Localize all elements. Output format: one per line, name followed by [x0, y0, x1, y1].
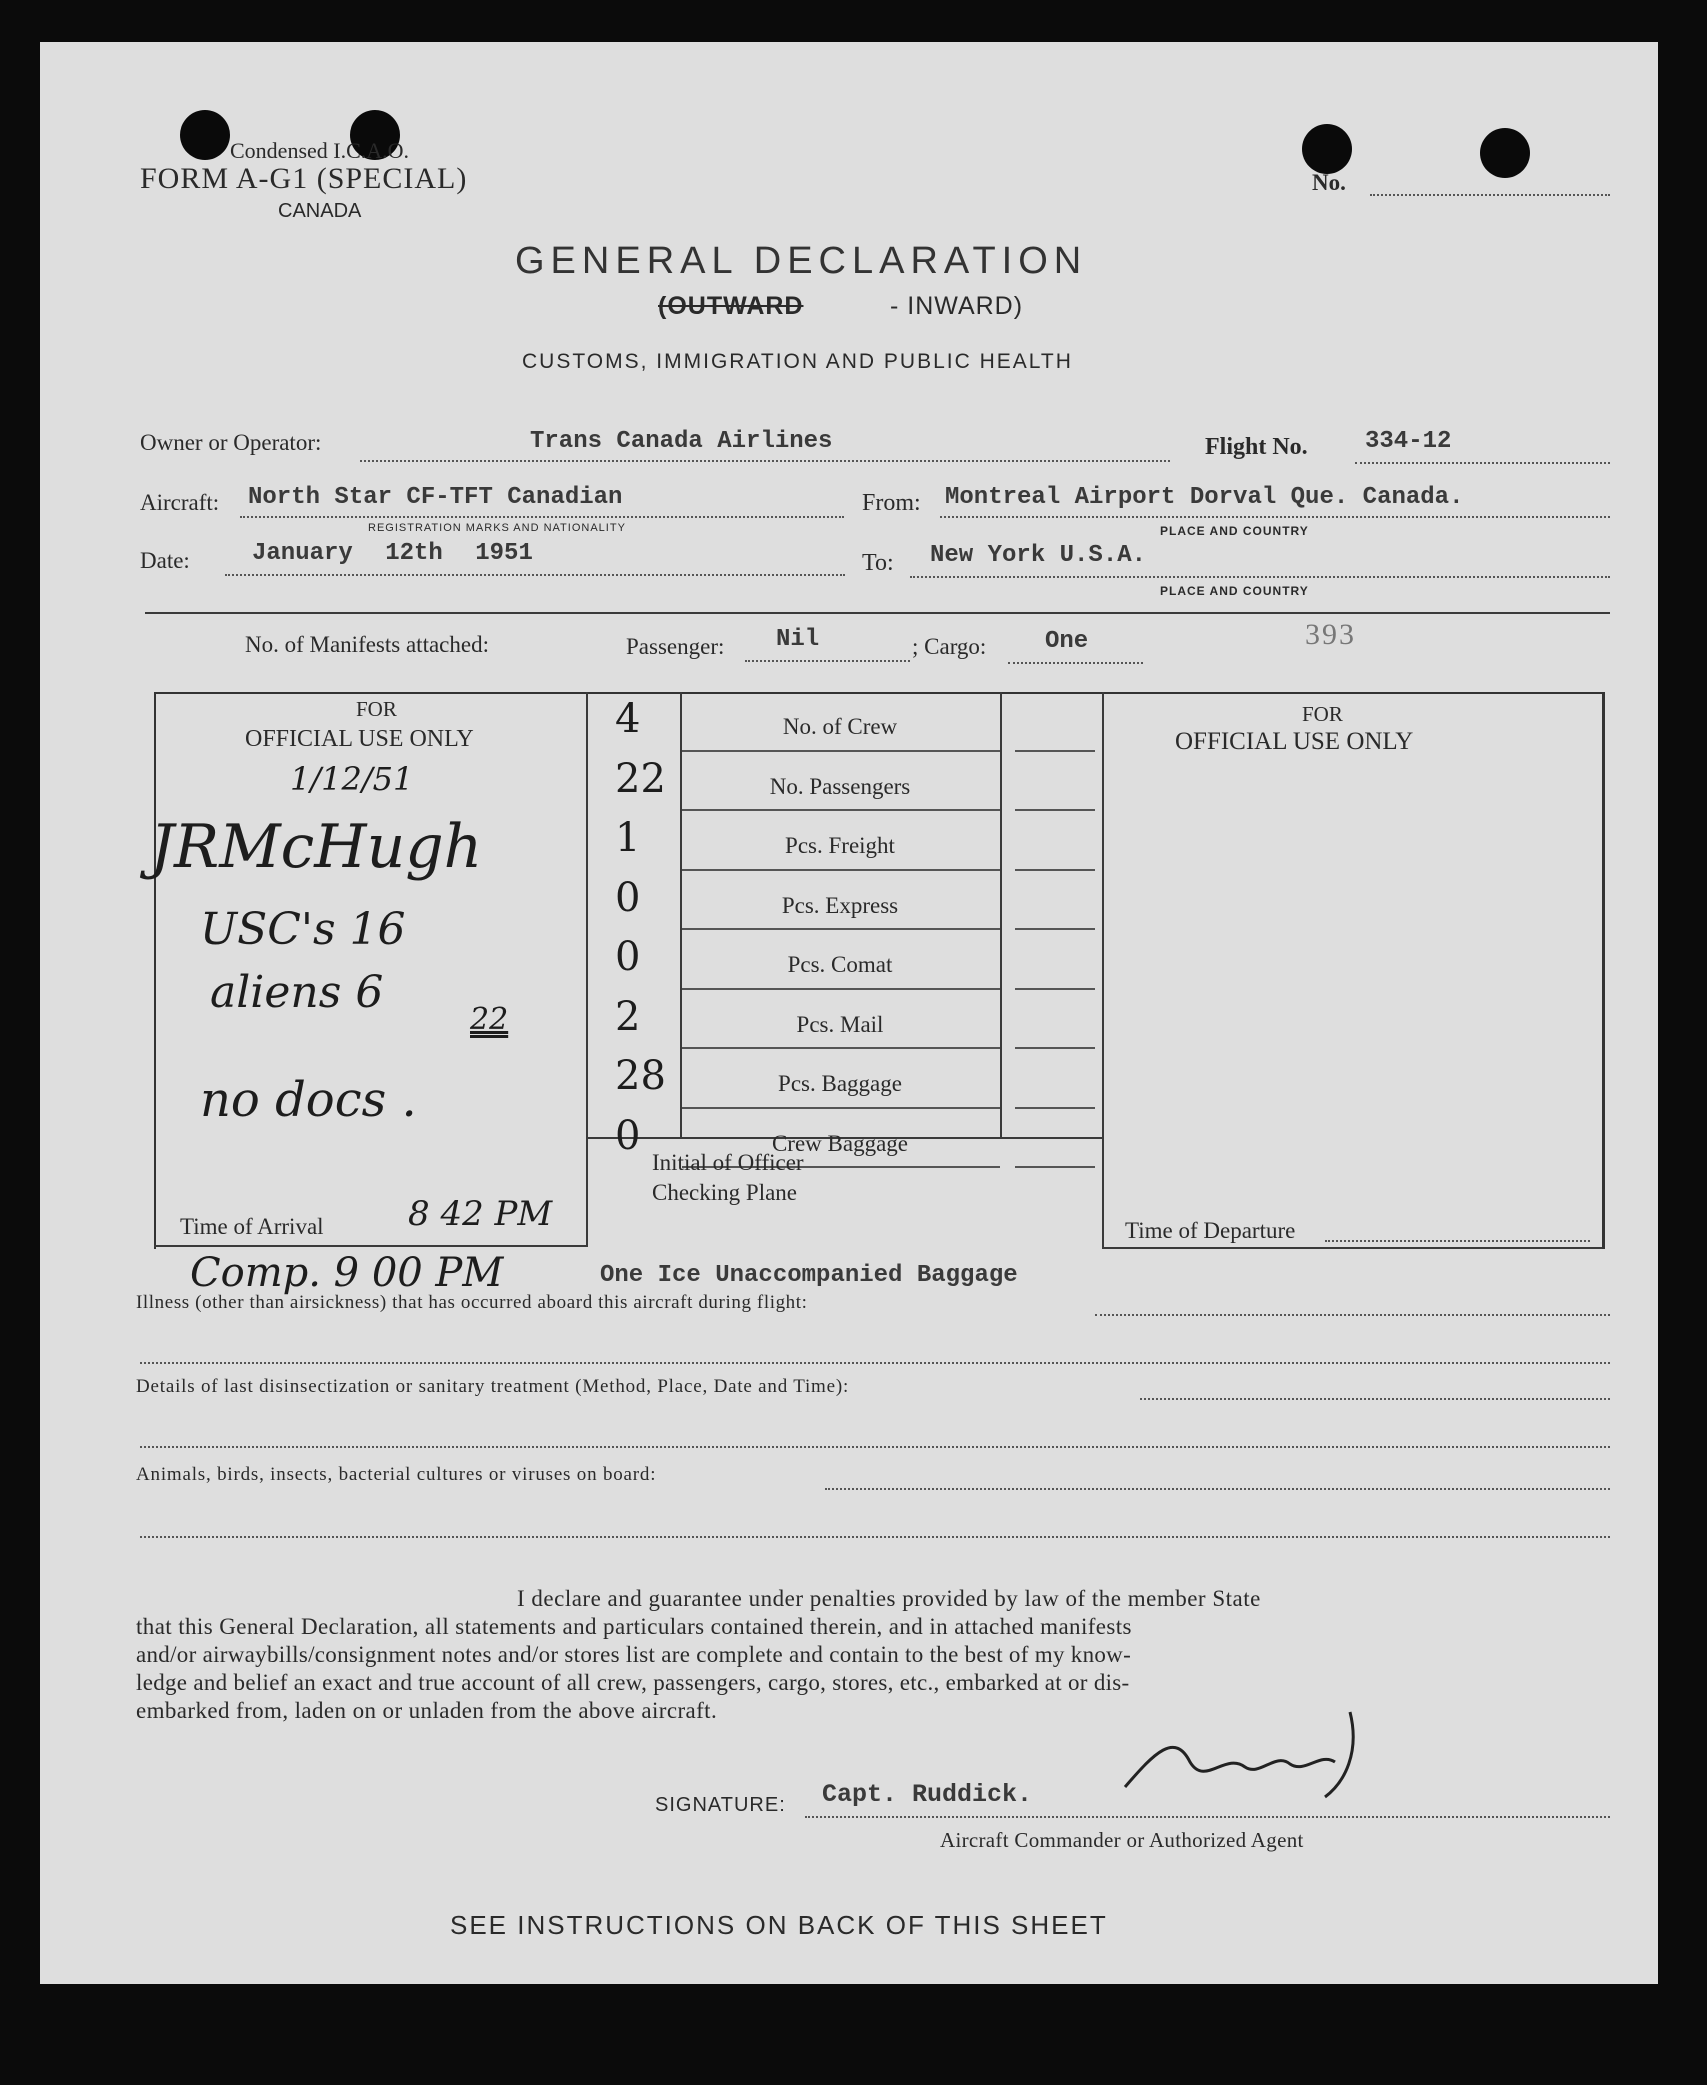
- page-subtitle: CUSTOMS, IMMIGRATION AND PUBLIC HEALTH: [522, 350, 1073, 373]
- count-blank-rule: [1015, 1166, 1095, 1168]
- cargo-manifest-value: One: [1045, 628, 1089, 655]
- official-right-for: FOR: [1302, 702, 1343, 726]
- official-left-heading: OFFICIAL USE ONLY: [245, 726, 474, 752]
- footer-instructions: SEE INSTRUCTIONS ON BACK OF THIS SHEET: [450, 1910, 1108, 1940]
- count-label: Pcs. Mail: [796, 1011, 884, 1037]
- count-value: 2: [615, 993, 641, 1040]
- declaration-line-1: I declare and guarantee under penalties provided by law of the member State: [517, 1586, 1261, 1611]
- box-bottom-left: [154, 1245, 586, 1247]
- form-country: CANADA: [278, 200, 362, 222]
- form-id: FORM A-G1 (SPECIAL): [140, 162, 468, 195]
- count-row-rule: [682, 869, 1000, 871]
- owner-line: [360, 460, 1170, 462]
- disinsection-label: Details of last disinsectization or sanitary treatment (Method, Place, Date and Time):: [136, 1376, 850, 1397]
- date-label: Date:: [140, 548, 190, 573]
- illness-label: Illness (other than airsickness) that has occurred aboard this aircraft during flight:: [136, 1292, 808, 1313]
- from-label: From:: [862, 490, 921, 516]
- form-sheet: [40, 42, 1658, 1984]
- count-blank-rule: [1015, 928, 1095, 930]
- note-officer: JRMcHugh: [150, 812, 483, 882]
- direction: - INWARD): [890, 292, 1024, 320]
- count-row-rule: [682, 928, 1000, 930]
- punch-hole: [1302, 124, 1352, 174]
- from-value: Montreal Airport Dorval Que. Canada.: [945, 484, 1464, 511]
- stamp-number: 393: [1305, 618, 1356, 651]
- count-row-rule: [682, 1107, 1000, 1109]
- count-value: 4: [615, 696, 641, 742]
- count-blank-rule: [1015, 750, 1095, 752]
- separator: [145, 612, 1610, 614]
- departure-label: Time of Departure: [1125, 1218, 1296, 1243]
- declaration-line-5: embarked from, laden on or unladen from the above aircraft.: [136, 1698, 718, 1723]
- col-divider-4: [1102, 692, 1104, 1249]
- declaration-line-3: and/or airwaybills/consignment notes and/or stores list are complete and contain to the best of my know-: [136, 1642, 1132, 1667]
- passenger-manifest-label: Passenger:: [626, 634, 725, 659]
- box-bottom-right: [1102, 1247, 1602, 1249]
- aircraft-label: Aircraft:: [140, 490, 220, 515]
- count-blank-rule: [1015, 988, 1095, 990]
- official-right-heading: OFFICIAL USE ONLY: [1175, 728, 1414, 755]
- to-line: [910, 576, 1610, 578]
- note-docs: no docs .: [200, 1072, 417, 1128]
- count-value: 0: [615, 874, 641, 921]
- note-total: 22: [470, 1002, 509, 1037]
- count-label: Pcs. Freight: [785, 833, 895, 858]
- signature-typed-name: Capt. Ruddick.: [822, 1780, 1033, 1809]
- handwritten-signature: [1095, 1692, 1395, 1812]
- declaration-line-2: that this General Declaration, all statements and particulars contained therein, and in attached manifests: [136, 1614, 1132, 1639]
- to-value: New York U.S.A.: [930, 542, 1147, 569]
- date-value: January 12th 1951: [252, 540, 533, 567]
- count-blank-rule: [1015, 1047, 1095, 1049]
- count-value: 28: [615, 1053, 666, 1099]
- officer-initial-label-2: Checking Plane: [652, 1180, 797, 1205]
- typed-unaccompanied-note: One Ice Unaccompanied Baggage: [600, 1262, 1018, 1289]
- aircraft-value: North Star CF-TFT Canadian: [248, 484, 623, 511]
- signature-line: [805, 1816, 1610, 1818]
- flight-line: [1355, 462, 1610, 464]
- signature-label: SIGNATURE:: [655, 1794, 786, 1816]
- count-row-rule: [682, 1047, 1000, 1049]
- punch-hole: [180, 110, 230, 160]
- count-label: Pcs. Baggage: [778, 1071, 902, 1096]
- signature-caption: Aircraft Commander or Authorized Agent: [940, 1828, 1304, 1852]
- comp-note: Comp. 9 00 PM: [190, 1250, 504, 1296]
- manifests-label: No. of Manifests attached:: [245, 632, 489, 657]
- form-condensed: Condensed I.C.A.O.: [230, 138, 410, 163]
- owner-value: Trans Canada Airlines: [530, 428, 833, 455]
- aircraft-caption: REGISTRATION MARKS AND NATIONALITY: [368, 522, 626, 534]
- cargo-manifest-line: [1008, 662, 1143, 664]
- date-line: [225, 574, 845, 576]
- animals-line: [825, 1488, 1610, 1490]
- col-divider-3: [1000, 692, 1002, 1137]
- direction-struck: (OUTWARD: [658, 292, 804, 320]
- form-number-label: No.: [1312, 170, 1346, 195]
- to-label: To:: [862, 550, 894, 576]
- arrival-value: 8 42 PM: [408, 1194, 553, 1234]
- note-date: 1/12/51: [290, 760, 414, 798]
- count-value: 0: [615, 1112, 641, 1159]
- count-label: No. of Crew: [782, 714, 898, 739]
- count-blank-rule: [1015, 1107, 1095, 1109]
- animals-label: Animals, birds, insects, bacterial cultures or viruses on board:: [136, 1464, 657, 1485]
- form-number-line: [1370, 194, 1610, 196]
- to-caption: PLACE AND COUNTRY: [1160, 584, 1309, 598]
- count-label: No. Passengers: [769, 773, 911, 799]
- count-row-rule: [682, 809, 1000, 811]
- departure-line: [1325, 1240, 1590, 1242]
- officer-initial-label-1: Initial of Officer: [652, 1150, 804, 1175]
- page-title: GENERAL DECLARATION: [515, 240, 1088, 282]
- count-label: Pcs. Express: [781, 892, 899, 918]
- col-divider-1: [586, 692, 588, 1247]
- count-value: 22: [615, 755, 666, 802]
- aircraft-line: [240, 516, 844, 518]
- flight-label: Flight No.: [1205, 434, 1308, 460]
- illness-line: [1095, 1314, 1610, 1316]
- disinsection-line-2: [140, 1446, 1610, 1448]
- from-caption: PLACE AND COUNTRY: [1160, 524, 1309, 538]
- count-blank-rule: [1015, 809, 1095, 811]
- count-label: Pcs. Comat: [787, 952, 893, 977]
- flight-value: 334-12: [1365, 428, 1452, 455]
- declaration-line-4: ledge and belief an exact and true account of all crew, passengers, cargo, stores, etc., embarked at or dis-: [136, 1670, 1130, 1695]
- owner-label: Owner or Operator:: [140, 430, 322, 455]
- passenger-manifest-line: [745, 660, 910, 662]
- count-value: 1: [615, 815, 641, 861]
- from-line: [940, 516, 1610, 518]
- official-left-for: FOR: [356, 697, 397, 721]
- animals-line-2: [140, 1536, 1610, 1538]
- arrival-label: Time of Arrival: [180, 1214, 324, 1239]
- passenger-manifest-value: Nil: [776, 626, 820, 653]
- illness-line-2: [140, 1362, 1610, 1364]
- count-row-rule: [682, 750, 1000, 752]
- cargo-manifest-label: ; Cargo:: [912, 634, 987, 659]
- count-label: Crew Baggage: [771, 1130, 909, 1156]
- count-blank-rule: [1015, 869, 1095, 871]
- disinsection-line: [1140, 1398, 1610, 1400]
- punch-hole: [1480, 128, 1530, 178]
- note-aliens: aliens 6: [210, 967, 384, 1018]
- note-citizens: USC's 16: [200, 904, 406, 955]
- count-row-rule: [682, 988, 1000, 990]
- count-value: 0: [615, 934, 641, 980]
